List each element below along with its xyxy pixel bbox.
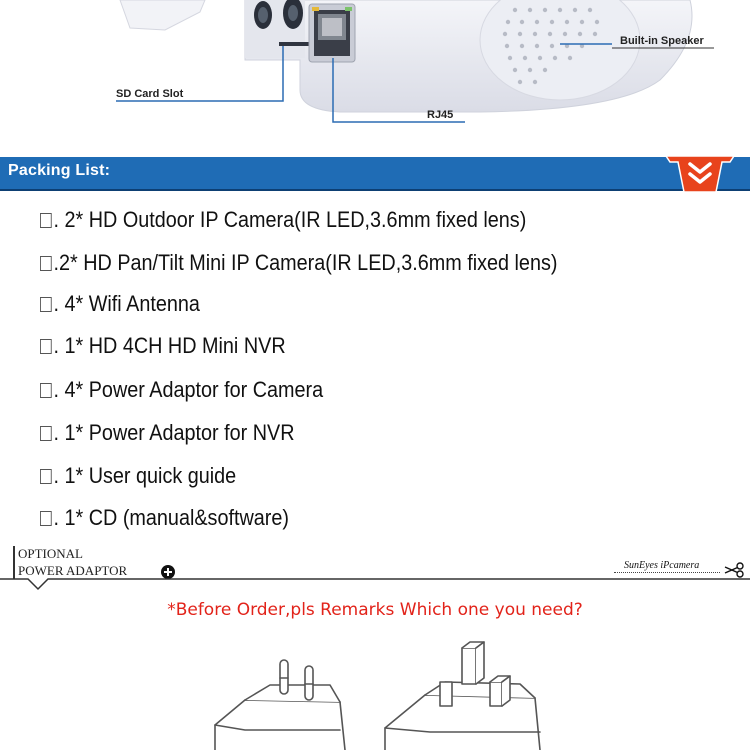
checkbox-icon xyxy=(40,297,52,312)
packing-list-banner xyxy=(0,157,750,189)
checkbox-icon xyxy=(40,511,52,526)
brand-label: SunEyes iPcamera xyxy=(624,560,700,571)
chevron-down-badge-icon xyxy=(664,152,736,196)
checkbox-icon xyxy=(40,383,52,398)
list-item: . 4* Power Adaptor for Camera xyxy=(40,377,323,403)
packing-list-title: Packing List: xyxy=(8,162,111,179)
banner-divider xyxy=(0,189,750,191)
checkbox-icon xyxy=(40,213,52,228)
power-adaptor-label: POWER ADAPTOR xyxy=(18,563,128,578)
list-item: . 1* HD 4CH HD Mini NVR xyxy=(40,333,286,359)
checkbox-icon xyxy=(40,256,52,271)
camera-base-image xyxy=(0,0,750,158)
speaker-callout-label: Built-in Speaker xyxy=(620,35,704,47)
scissors-icon xyxy=(724,562,746,578)
checkbox-icon xyxy=(40,339,52,354)
list-item: . 2* HD Outdoor IP Camera(IR LED,3.6mm fixed lens) xyxy=(40,207,526,233)
plug-icon xyxy=(215,660,345,750)
plug-icon xyxy=(385,642,540,750)
list-item: . 1* Power Adaptor for NVR xyxy=(40,420,295,446)
rj45-callout-label: RJ45 xyxy=(427,109,454,121)
checkbox-icon xyxy=(40,426,52,441)
dotted-rule xyxy=(614,572,720,573)
sd-card-callout-label: SD Card Slot xyxy=(116,88,184,100)
list-item: . 1* CD (manual&software) xyxy=(40,505,289,531)
section-divider xyxy=(0,574,750,594)
plug-illustrations xyxy=(190,640,570,750)
list-item: . 4* Wifi Antenna xyxy=(40,291,200,317)
list-item: .2* HD Pan/Tilt Mini IP Camera(IR LED,3.6mm fixed lens) xyxy=(40,250,557,276)
order-remark: *Before Order,pls Remarks Which one you need? xyxy=(167,600,583,620)
product-photo xyxy=(0,0,750,158)
list-item: . 1* User quick guide xyxy=(40,463,236,489)
checkbox-icon xyxy=(40,469,52,484)
optional-label: OPTIONAL xyxy=(18,546,83,561)
